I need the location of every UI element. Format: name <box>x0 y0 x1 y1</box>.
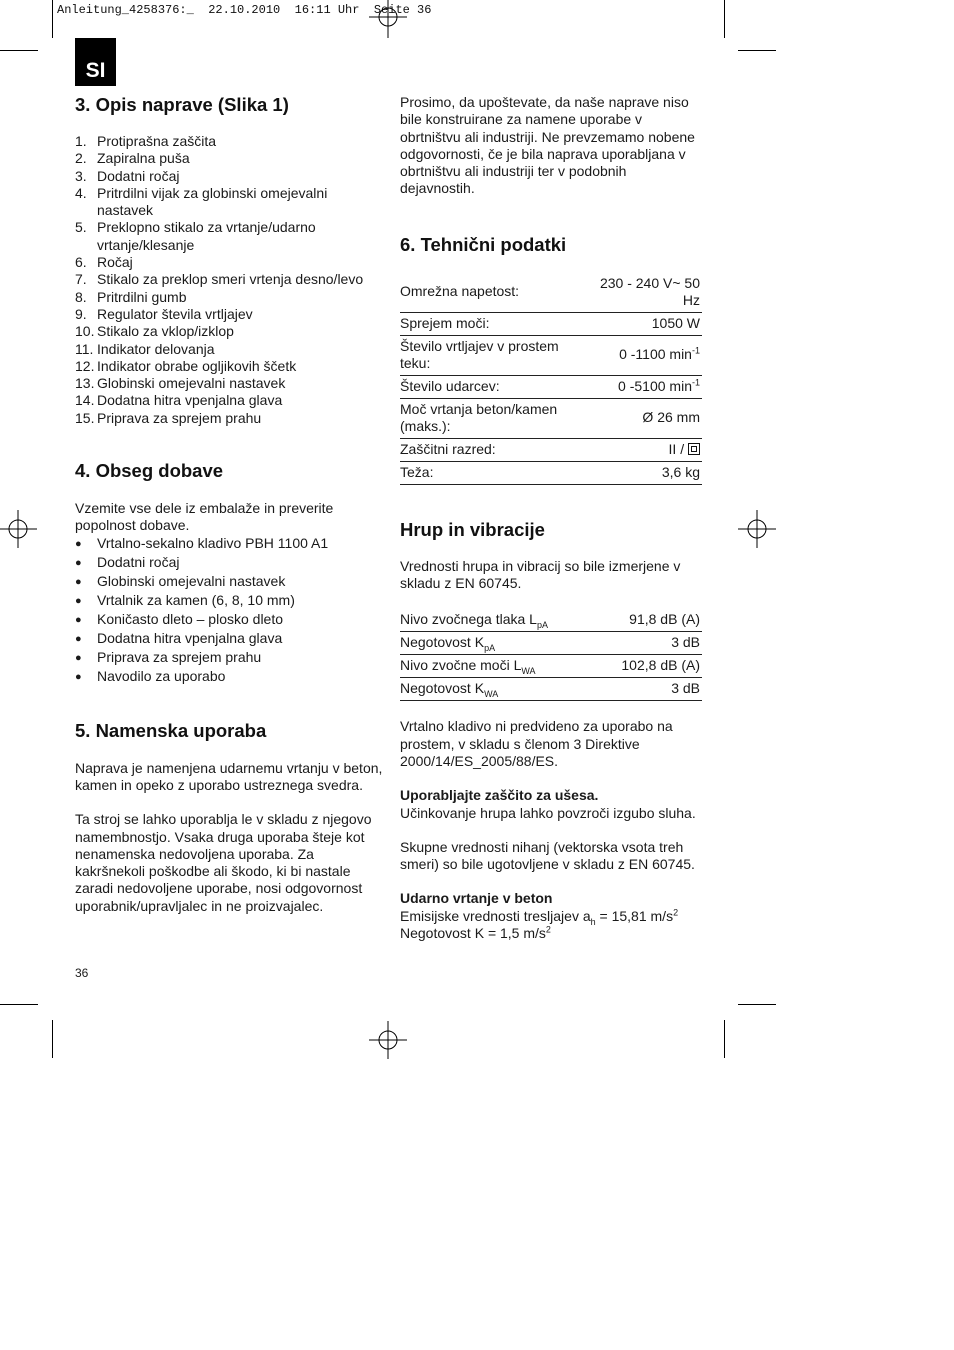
list-item-text: Zapiralna puša <box>97 150 190 167</box>
table-row <box>400 273 702 313</box>
value-sup: -1 <box>691 377 700 388</box>
uncertainty-text: Negotovost K = 1,5 m/s <box>400 925 546 942</box>
list-item-number: 7. <box>75 271 87 288</box>
hearing-protection-text: Učinkovanje hrupa lahko povzroči izgubo sluha. <box>400 804 696 821</box>
table-value: 3,6 kg <box>661 463 700 480</box>
list-item <box>75 611 385 630</box>
list-item-number: 6. <box>75 254 87 271</box>
table-label-cell <box>400 632 596 655</box>
list-item <box>75 668 385 687</box>
table-label: Negotovost K <box>400 680 485 697</box>
table-label-cell <box>400 655 596 678</box>
uncertainty-sup: 2 <box>545 924 551 935</box>
registration-mark-icon <box>0 510 37 548</box>
table-row <box>400 312 702 335</box>
table-value: II / <box>668 440 685 457</box>
list-item-text: Koničasto dleto – plosko dleto <box>97 610 284 627</box>
list-item <box>75 306 385 323</box>
list-item-number: 13. <box>75 375 95 392</box>
table-row <box>400 632 702 655</box>
list-item <box>75 375 385 392</box>
table-label: Število vrtljajev v prostem teku: <box>400 335 593 375</box>
section-4-title: 4. Obseg dobave <box>75 460 224 482</box>
list-item <box>75 592 385 611</box>
list-item-number: 14. <box>75 392 95 409</box>
bullet-icon: ● <box>75 651 82 664</box>
list-item <box>75 150 385 167</box>
right-intro-paragraph: Prosimo, da upoštevate, da naše naprave niso bile konstruirane za namene uporabe v obrtništvu ali industriji. Ne prevzemamo nobene odgovornosti, če je bila naprava uporabljana v obrtništvu ali industriji ter v podobnih dejavnostih. <box>400 94 695 197</box>
list-item <box>75 630 385 649</box>
list-item-number: 15. <box>75 409 95 426</box>
list-item <box>75 341 385 358</box>
right-column <box>400 94 702 942</box>
table-value: 91,8 dB (A) <box>596 609 702 632</box>
list-item-text: Globinski omejevalni nastavek <box>97 375 286 392</box>
list-item <box>75 535 385 554</box>
list-item-number: 3. <box>75 167 87 184</box>
delivery-list <box>75 535 385 687</box>
emission-sub: h <box>590 916 596 927</box>
list-item <box>75 358 385 375</box>
table-label: Nivo zvočnega tlaka L <box>400 611 537 628</box>
list-item <box>75 573 385 592</box>
table-value: 3 dB <box>596 632 702 655</box>
list-item-text: Globinski omejevalni nastavek <box>97 572 286 589</box>
list-item <box>75 554 385 573</box>
table-label: Negotovost K <box>400 634 485 651</box>
table-label-cell <box>400 609 596 632</box>
value-sup: -1 <box>691 345 700 356</box>
crop-mark <box>738 50 776 51</box>
list-item-text: Dodatni ročaj <box>97 167 180 184</box>
technical-data-table <box>400 273 702 485</box>
table-row <box>400 375 702 398</box>
table-value: 0 -5100 min <box>618 377 692 394</box>
label-sub: pA <box>536 620 548 631</box>
bullet-icon: ● <box>75 556 82 569</box>
bullet-icon: ● <box>75 613 82 626</box>
list-item-number: 4. <box>75 184 87 201</box>
table-label: Nivo zvočne moči L <box>400 657 522 674</box>
list-item-number: 10. <box>75 323 95 340</box>
vibration-paragraph: Skupne vrednosti nihanj (vektorska vsota treh smeri) so bile ugotovljene v skladu z EN 60745. <box>400 838 695 873</box>
table-label: Sprejem moči: <box>400 312 593 335</box>
table-label-cell <box>400 678 596 701</box>
list-item-number: 2. <box>75 150 87 167</box>
noise-title: Hrup in vibracije <box>400 518 545 540</box>
list-item-text: Stikalo za preklop smeri vrtenja desno/levo <box>97 271 364 288</box>
bullet-icon: ● <box>75 575 82 588</box>
list-item-text: Ročaj <box>97 254 133 271</box>
table-value-cell <box>593 398 702 438</box>
list-item-number: 9. <box>75 305 87 322</box>
table-row <box>400 461 702 484</box>
list-item-text: Preklopno stikalo za vrtanje/udarno vrtanje/klesanje <box>97 219 316 253</box>
crop-mark <box>0 50 38 51</box>
list-item-text: Indikator delovanja <box>97 340 215 357</box>
table-label: Teža: <box>400 461 593 484</box>
list-item-number: 8. <box>75 288 87 305</box>
section-5-title: 5. Namenska uporaba <box>75 719 267 741</box>
registration-mark-icon <box>369 1021 407 1059</box>
table-value-cell <box>593 312 702 335</box>
list-item-text: Priprava za sprejem prahu <box>97 409 262 426</box>
list-item <box>75 168 385 185</box>
list-item-text: Stikalo za vklop/izklop <box>97 323 234 340</box>
noise-data-table <box>400 609 702 701</box>
label-sub: WA <box>484 689 499 700</box>
bullet-icon: ● <box>75 632 82 645</box>
registration-mark-icon <box>369 0 407 38</box>
double-insulation-icon <box>688 443 700 455</box>
table-label: Zaščitni razred: <box>400 438 593 461</box>
list-item <box>75 323 385 340</box>
vibration-uncertainty-line <box>400 925 702 942</box>
impact-drilling-heading: Udarno vrtanje v beton <box>400 890 553 907</box>
table-label: Omrežna napetost: <box>400 273 593 313</box>
list-item <box>75 289 385 306</box>
bullet-icon: ● <box>75 537 82 550</box>
list-item-text: Vrtalno-sekalno kladivo PBH 1100 A1 <box>97 534 329 551</box>
bullet-icon: ● <box>75 670 82 683</box>
list-item <box>75 410 385 427</box>
emission-value: = 15,81 m/s <box>595 907 674 924</box>
list-item-number: 5. <box>75 219 87 236</box>
emission-value-line <box>400 908 702 925</box>
hearing-protection-heading: Uporabljajte zaščito za ušesa. <box>400 787 599 804</box>
noise-intro: Vrednosti hrupa in vibracij so bile izmerjene v skladu z EN 60745. <box>400 557 681 592</box>
emission-label: Emisijske vrednosti tresljajev a <box>400 907 591 924</box>
table-row <box>400 335 702 375</box>
crop-mark <box>738 1004 776 1005</box>
list-item-text: Navodilo za uporabo <box>97 667 226 684</box>
bullet-icon: ● <box>75 594 82 607</box>
list-item-text: Regulator števila vrtljajev <box>97 305 253 322</box>
table-value: 230 - 240 V~ 50 Hz <box>599 274 700 308</box>
list-item-number: 11. <box>75 340 94 357</box>
list-item <box>75 185 385 220</box>
list-item <box>75 254 385 271</box>
list-item <box>75 392 385 409</box>
table-row <box>400 609 702 632</box>
table-value: 3 dB <box>596 678 702 701</box>
label-sub: WA <box>521 666 536 677</box>
table-row <box>400 678 702 701</box>
list-item <box>75 649 385 668</box>
table-label: Število udarcev: <box>400 375 593 398</box>
list-item <box>75 219 385 254</box>
intended-use-paragraph-2: Ta stroj se lahko uporablja le v skladu z njegovo namembnostjo. Vsaka druga uporaba šteje kot nenamenska nedovoljena uporaba. Za kakršnekoli poškodbe ali škodo, ki bi nastale zaradi nedovoljene uporabe, nosi odgovornost uporabnik/upravljalec in ne proizvajalec. <box>75 811 372 914</box>
list-item-text: Protiprašna zaščita <box>97 133 217 149</box>
page-number: 36 <box>75 966 89 980</box>
section-6-title: 6. Tehnični podatki <box>400 233 567 255</box>
delivery-intro: Vzemite vse dele iz embalaže in preverite popolnost dobave. <box>75 500 334 534</box>
table-value-cell <box>593 335 702 375</box>
crop-mark <box>724 0 725 38</box>
list-item-text: Dodatna hitra vpenjalna glava <box>97 629 283 646</box>
list-item-text: Dodatna hitra vpenjalna glava <box>97 392 283 409</box>
outdoor-use-paragraph: Vrtalno kladivo ni predvideno za uporabo na prostem, v skladu s členom 3 Direktive 2000/14/ES_2005/88/ES. <box>400 718 673 769</box>
intended-use-paragraph-1: Naprava je namenjena udarnemu vrtanju v beton, kamen in opeko z uporabo ustreznega svedra. <box>75 759 383 793</box>
device-parts-list <box>75 133 385 427</box>
crop-mark <box>52 1020 53 1058</box>
list-item-number: 1. <box>75 133 87 149</box>
list-item-text: Priprava za sprejem prahu <box>97 648 262 665</box>
table-row <box>400 398 702 438</box>
list-item-text: Vrtalnik za kamen (6, 8, 10 mm) <box>97 591 295 608</box>
list-item-text: Pritrdilni vijak za globinski omejevalni nastavek <box>97 184 328 219</box>
crop-mark <box>724 1020 725 1058</box>
table-value: 0 -1100 min <box>619 346 692 363</box>
list-item-text: Indikator obrabe ogljikovih ščetk <box>97 357 297 374</box>
table-value-cell <box>593 461 702 484</box>
emission-sup: 2 <box>673 907 679 918</box>
language-tab: SI <box>75 38 116 86</box>
list-item <box>75 133 385 150</box>
list-item-text: Dodatni ročaj <box>97 553 180 570</box>
crop-mark <box>0 1004 38 1005</box>
table-label: Moč vrtanja beton/kamen (maks.): <box>400 398 593 438</box>
label-sub: pA <box>484 643 496 654</box>
table-value-cell <box>593 438 702 461</box>
table-value-cell <box>593 273 702 313</box>
table-value: Ø 26 mm <box>642 409 700 426</box>
print-header: Anleitung_4258376:_ 22.10.2010 16:11 Uhr Seite 36 <box>57 3 432 17</box>
registration-mark-icon <box>738 510 776 548</box>
list-item-text: Pritrdilni gumb <box>97 288 187 305</box>
section-3-title: 3. Opis naprave (Slika 1) <box>75 94 289 115</box>
list-item-number: 12. <box>75 357 95 374</box>
table-value: 102,8 dB (A) <box>596 655 702 678</box>
table-value-cell <box>593 375 702 398</box>
table-row <box>400 438 702 461</box>
table-value: 1050 W <box>651 314 700 331</box>
table-row <box>400 655 702 678</box>
left-column <box>75 90 385 915</box>
list-item <box>75 271 385 288</box>
crop-mark <box>52 0 53 38</box>
